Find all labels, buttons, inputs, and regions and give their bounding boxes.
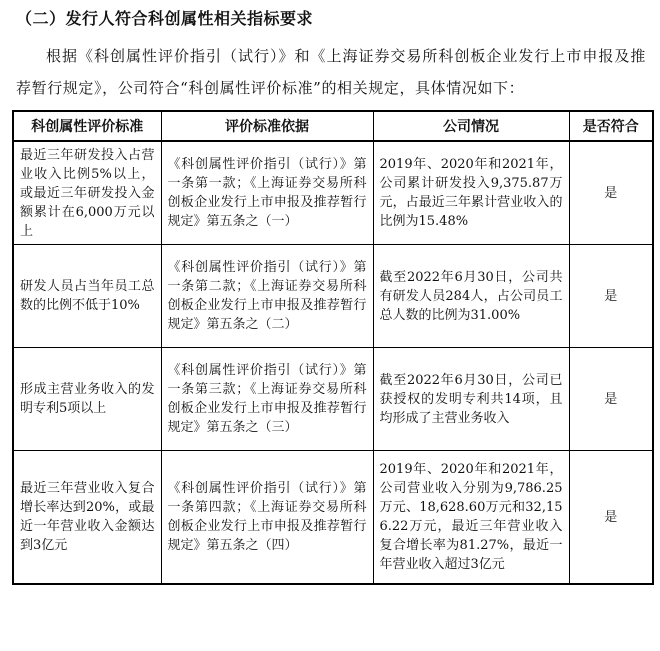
- header-basis: 评价标准依据: [161, 111, 373, 141]
- table-row: [13, 141, 653, 245]
- cell-basis: 《科创属性评价指引（试行）》第一条第一款；《上海证券交易所科创板企业发行上市申报及推荐暂行规定》第五条之（一）: [161, 141, 373, 245]
- table-row: [13, 245, 653, 348]
- header-standard: 科创属性评价标准: [13, 111, 161, 141]
- cell-compliant: 是: [569, 451, 653, 585]
- table-row: [13, 451, 653, 585]
- cell-basis: 《科创属性评价指引（试行）》第一条第四款；《上海证券交易所科创板企业发行上市申报及推荐暂行规定》第五条之（四）: [161, 451, 373, 585]
- header-compliant: 是否符合: [569, 111, 653, 141]
- cell-standard: 研发人员占当年员工总数的比例不低于10%: [13, 245, 161, 348]
- criteria-table: [12, 110, 654, 585]
- section-heading: （二）发行人符合科创属性相关指标要求: [16, 9, 314, 28]
- intro-paragraph: 根据《科创属性评价指引（试行）》和《上海证券交易所科创板企业发行上市申报及推荐暂行规定》，公司符合“科创属性评价标准”的相关规定，具体情况如下：: [16, 47, 646, 97]
- cell-status: 截至2022年6月30日，公司共有研发人员284人，占公司员工总人数的比例为31.00%: [373, 245, 569, 348]
- cell-standard: 最近三年营业收入复合增长率达到20%，或最近一年营业收入金额达到3亿元: [13, 451, 161, 585]
- cell-basis: 《科创属性评价指引（试行）》第一条第三款；《上海证券交易所科创板企业发行上市申报及推荐暂行规定》第五条之（三）: [161, 348, 373, 451]
- cell-standard: 最近三年研发投入占营业收入比例5%以上，或最近三年研发投入金额累计在6,000万元以上: [13, 141, 161, 245]
- header-status: 公司情况: [373, 111, 569, 141]
- cell-compliant: 是: [569, 348, 653, 451]
- cell-compliant: 是: [569, 141, 653, 245]
- cell-status: 2019年、2020年和2021年，公司营业收入分别为9,786.25万元、18,628.60万元和32,156.22万元，最近三年营业收入复合增长率为81.27%，最近一年营业收入超过3亿元: [373, 451, 569, 585]
- cell-compliant: 是: [569, 245, 653, 348]
- cell-status: 截至2022年6月30日，公司已获授权的发明专利共14项，且均形成了主营业务收入: [373, 348, 569, 451]
- cell-status: 2019年、2020年和2021年，公司累计研发投入9,375.87万元，占最近三年累计营业收入的比例为15.48%: [373, 141, 569, 245]
- cell-standard: 形成主营业务收入的发明专利5项以上: [13, 348, 161, 451]
- table-header-row: [13, 111, 653, 141]
- cell-basis: 《科创属性评价指引（试行）》第一条第二款；《上海证券交易所科创板企业发行上市申报及推荐暂行规定》第五条之（二）: [161, 245, 373, 348]
- table-row: [13, 348, 653, 451]
